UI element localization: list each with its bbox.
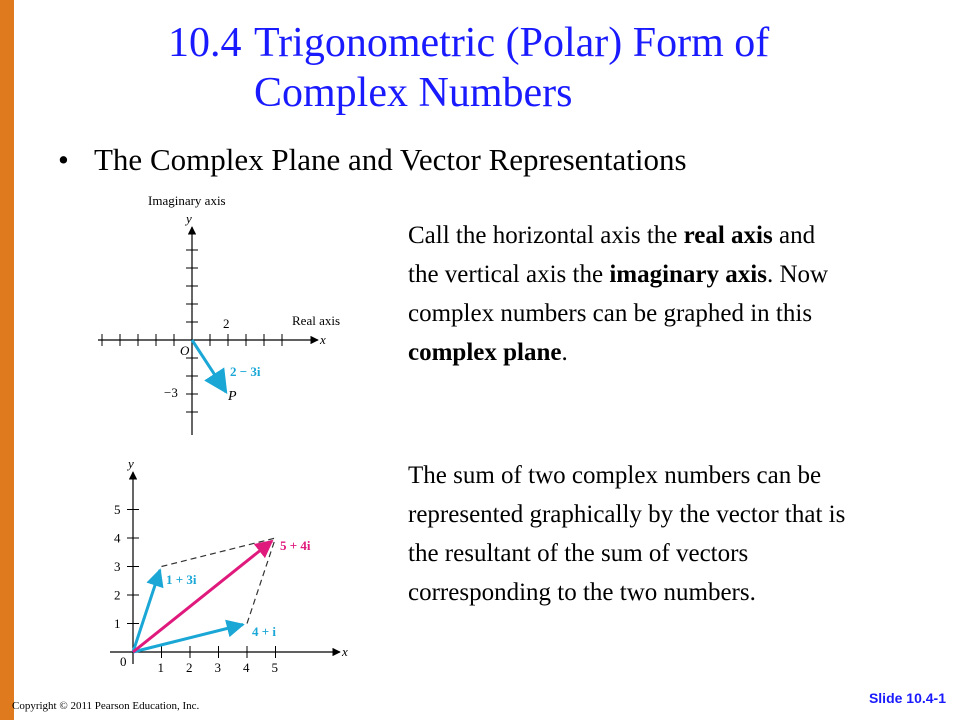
y-var-label: y — [186, 211, 192, 226]
label-4-plus-i: 4 + i — [252, 624, 277, 639]
x-tick-2: 2 — [186, 660, 193, 675]
point-p-label: P — [228, 389, 237, 404]
title-line-1: Trigonometric (Polar) Form of — [254, 20, 770, 66]
y-tick-4: 4 — [114, 530, 121, 546]
origin-label: 0 — [120, 654, 127, 669]
tick-label-2: 2 — [223, 316, 230, 331]
complex-plane-figure — [80, 185, 380, 440]
bullet-text: The Complex Plane and Vector Representations — [94, 142, 687, 177]
y-var-label: y — [128, 456, 134, 471]
real-axis-title: Real axis — [292, 313, 341, 328]
title-number: 10.4 — [168, 20, 242, 66]
x-tick-1: 1 — [157, 660, 164, 675]
x-var-label: x — [342, 644, 348, 659]
copyright: Copyright © 2011 Pearson Education, Inc. — [12, 700, 200, 712]
label-5-plus-4i: 5 + 4i — [280, 538, 311, 553]
slide-number: Slide 10.4-1 — [868, 690, 946, 706]
y-tick-2: 2 — [114, 587, 121, 603]
label-1-plus-3i: 1 + 3i — [166, 572, 197, 587]
axis-description: Call the horizontal axis the real axis and the vertical axis the imaginary axis. Now complex numbers can be graphed in this complex plane. — [408, 222, 829, 366]
left-accent-bar — [0, 0, 14, 720]
y-tick-3: 3 — [114, 559, 121, 574]
slide-title — [168, 18, 928, 118]
sum-description: The sum of two complex numbers can be represented graphically by the vector that is the resultant of the sum of vectors corresponding to the two numbers. — [408, 462, 846, 606]
vector-label: 2 − 3i — [230, 364, 261, 379]
vector-sum-figure — [90, 452, 360, 677]
bullet-heading — [58, 140, 687, 180]
vector-2-minus-3i — [192, 340, 226, 392]
origin-label: O — [180, 343, 190, 358]
x-tick-5: 5 — [271, 660, 278, 675]
x-tick-3: 3 — [214, 660, 221, 675]
bullet-icon: • — [58, 142, 69, 177]
imaginary-axis-title: Imaginary axis — [148, 193, 226, 208]
y-tick-1: 1 — [114, 616, 121, 631]
x-tick-4: 4 — [243, 660, 250, 675]
x-var-label: x — [320, 332, 326, 347]
title-line-2: Complex Numbers — [254, 70, 573, 116]
y-tick-5: 5 — [114, 502, 121, 517]
tick-label-neg3: −3 — [164, 385, 178, 400]
